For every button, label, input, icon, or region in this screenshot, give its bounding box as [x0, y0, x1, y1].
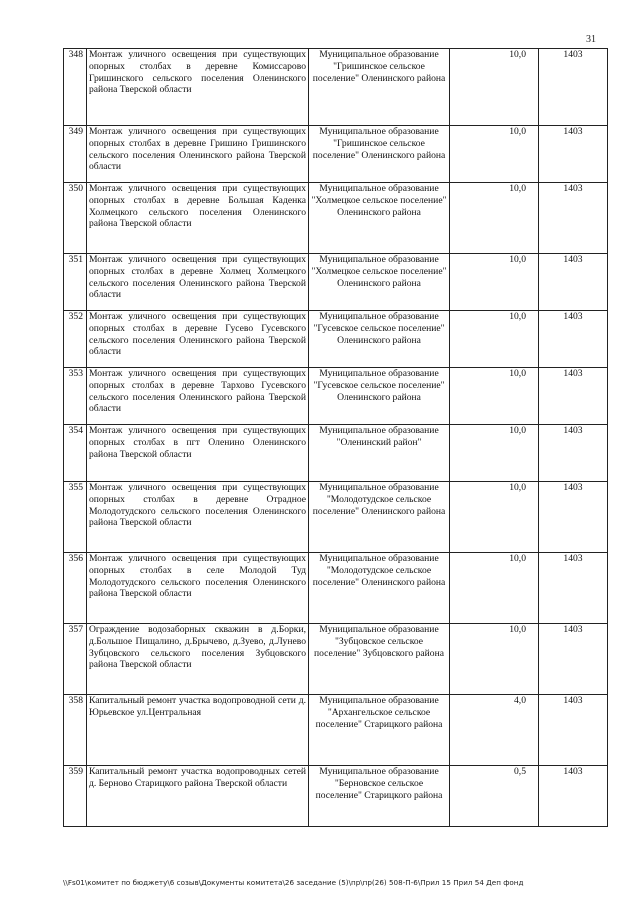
- table-row: [64, 49, 608, 126]
- row-organization: Муниципальное образование "Холмецкое сельское поселение" Оленинского района: [309, 183, 450, 254]
- row-amount: 10,0: [450, 624, 539, 695]
- row-code: 1403: [539, 695, 608, 766]
- row-description: Монтаж уличного освещения при существующих опорных столбах в деревне Гусево Гусевского сельского поселения Оленинского района Тверской области: [87, 311, 309, 368]
- row-organization: Муниципальное образование "Зубцовское сельское поселение" Зубцовского района: [309, 624, 450, 695]
- row-organization: Муниципальное образование "Молодотудское сельское поселение" Оленинского района: [309, 482, 450, 553]
- row-code: 1403: [539, 49, 608, 126]
- table-row: [64, 254, 608, 311]
- row-description: Монтаж уличного освещения при существующих опорных столбах в деревне Гришино Гришинского сельского поселения Оленинского района Тверской области: [87, 126, 309, 183]
- row-amount: 10,0: [450, 482, 539, 553]
- row-description: Монтаж уличного освещения при существующих опорных столбах в деревне Тархово Гусевского сельского поселения Оленинского района Тверской области: [87, 368, 309, 425]
- table-row: [64, 183, 608, 254]
- table-row: [64, 311, 608, 368]
- row-amount: 10,0: [450, 126, 539, 183]
- row-organization: Муниципальное образование "Оленинский район": [309, 425, 450, 482]
- row-code: 1403: [539, 126, 608, 183]
- row-number: 350: [64, 183, 87, 254]
- row-description: Монтаж уличного освещения при существующих опорных столбах в деревне Большая Каденка Холмецкого сельского поселения Оленинского района Тверской области: [87, 183, 309, 254]
- row-organization: Муниципальное образование "Молодотудское сельское поселение" Оленинского района: [309, 553, 450, 624]
- row-number: 357: [64, 624, 87, 695]
- row-amount: 0,5: [450, 766, 539, 827]
- table-row: [64, 126, 608, 183]
- row-number: 359: [64, 766, 87, 827]
- row-number: 355: [64, 482, 87, 553]
- file-path-footer: \\Fs01\комитет по бюджету\6 созыв\Документы комитета\26 заседание (5)\пр\пр(26) 508-П-6\Прил 15 Прил 54 Деп фонд: [63, 878, 524, 887]
- table-body: [64, 49, 608, 827]
- table-row: [64, 695, 608, 766]
- row-organization: Муниципальное образование "Гусевское сельское поселение" Оленинского района: [309, 311, 450, 368]
- row-amount: 10,0: [450, 425, 539, 482]
- table-row: [64, 425, 608, 482]
- page-number: 31: [586, 34, 596, 45]
- row-code: 1403: [539, 183, 608, 254]
- row-description: Капитальный ремонт участка водопроводной сети д. Юрьевское ул.Центральная: [87, 695, 309, 766]
- row-organization: Муниципальное образование "Берновское сельское поселение" Старицкого района: [309, 766, 450, 827]
- row-number: 348: [64, 49, 87, 126]
- table-row: [64, 624, 608, 695]
- row-number: 358: [64, 695, 87, 766]
- row-amount: 10,0: [450, 368, 539, 425]
- row-code: 1403: [539, 254, 608, 311]
- row-code: 1403: [539, 553, 608, 624]
- row-code: 1403: [539, 766, 608, 827]
- row-amount: 10,0: [450, 183, 539, 254]
- row-description: Монтаж уличного освещения при существующих опорных столбах в деревне Отрадное Молодотудского сельского поселения Оленинского района Тверской области: [87, 482, 309, 553]
- table-row: [64, 368, 608, 425]
- row-amount: 10,0: [450, 254, 539, 311]
- row-organization: Муниципальное образование "Холмецкое сельское поселение" Оленинского района: [309, 254, 450, 311]
- row-number: 354: [64, 425, 87, 482]
- row-code: 1403: [539, 311, 608, 368]
- row-amount: 4,0: [450, 695, 539, 766]
- row-number: 349: [64, 126, 87, 183]
- row-code: 1403: [539, 624, 608, 695]
- row-number: 356: [64, 553, 87, 624]
- row-number: 353: [64, 368, 87, 425]
- row-description: Капитальный ремонт участка водопроводных сетей д. Берново Старицкого района Тверской области: [87, 766, 309, 827]
- row-code: 1403: [539, 482, 608, 553]
- row-organization: Муниципальное образование "Гусевское сельское поселение" Оленинского района: [309, 368, 450, 425]
- row-description: Монтаж уличного освещения при существующих опорных столбах в деревне Холмец Холмецкого сельского поселения Оленинского района Тверской области: [87, 254, 309, 311]
- row-description: Ограждение водозаборных скважин в д.Борки, д.Большое Пищалино, д.Брычево, д.Зуево, д.Лунево Зубцовского сельского поселения Зубцовского района Тверской области: [87, 624, 309, 695]
- row-amount: 10,0: [450, 553, 539, 624]
- row-code: 1403: [539, 368, 608, 425]
- table-row: [64, 766, 608, 827]
- row-organization: Муниципальное образование "Архангельское сельское поселение" Старицкого района: [309, 695, 450, 766]
- row-number: 351: [64, 254, 87, 311]
- row-organization: Муниципальное образование "Гришинское сельское поселение" Оленинского района: [309, 126, 450, 183]
- row-amount: 10,0: [450, 49, 539, 126]
- row-organization: Муниципальное образование "Гришинское сельское поселение" Оленинского района: [309, 49, 450, 126]
- row-description: Монтаж уличного освещения при существующих опорных столбах в селе Молодой Туд Молодотудского сельского поселения Оленинского района Тверской области: [87, 553, 309, 624]
- table-row: [64, 482, 608, 553]
- row-description: Монтаж уличного освещения при существующих опорных столбах в деревне Комиссарово Гришинского сельского поселения Оленинского района Тверской области: [87, 49, 309, 126]
- funding-table: [63, 48, 608, 827]
- table-row: [64, 553, 608, 624]
- row-number: 352: [64, 311, 87, 368]
- row-code: 1403: [539, 425, 608, 482]
- row-amount: 10,0: [450, 311, 539, 368]
- row-description: Монтаж уличного освещения при существующих опорных столбах в пгт Оленино Оленинского района Тверской области: [87, 425, 309, 482]
